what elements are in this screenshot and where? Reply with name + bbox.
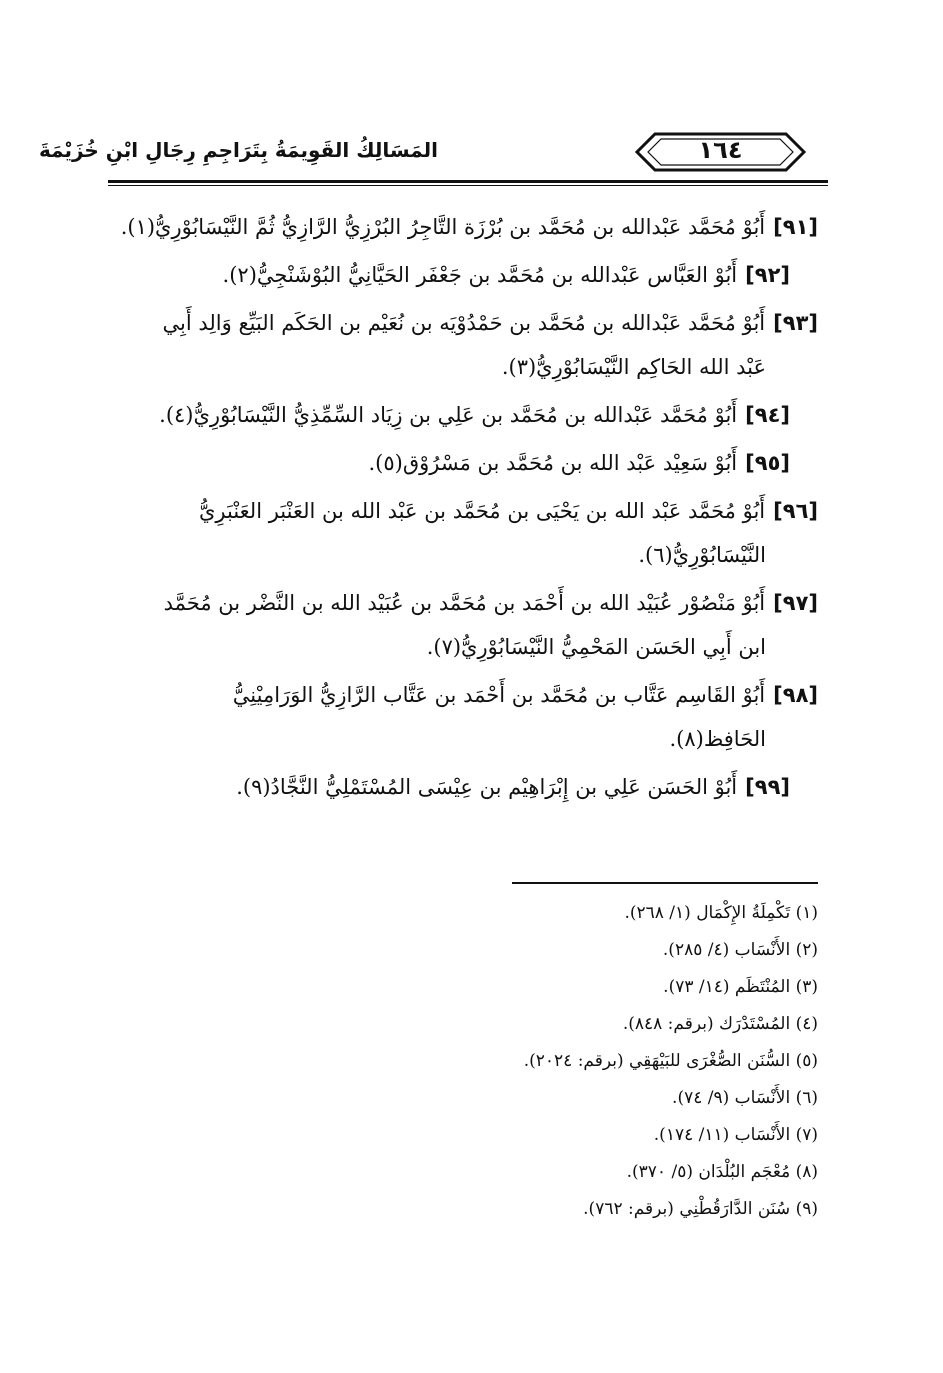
header-rule-thick [108, 180, 828, 183]
entry-99 [108, 765, 818, 809]
entry-number: [٩٥] [745, 451, 790, 475]
entry-93 [108, 301, 818, 389]
entry-number: [٩١] [773, 215, 818, 239]
page-number-badge [633, 130, 808, 174]
entry-text: أَبُوْ مُحَمَّد عَبْد الله بن يَحْيَى بن مُحَمَّد بن عَبْد الله بن العَنْبَر العَنْبَرِيُّ [198, 499, 766, 523]
footnote-5: (٥) السُّنَن الصُّغْرَى للبَيْهَقِي (برقم: ٢٠٢٤). [523, 1051, 818, 1071]
footnote-separator [512, 882, 818, 884]
entry-text: أَبُوْ مَنْصُوْر عُبَيْد الله بن أَحْمَد بن مُحَمَّد بن عُبَيْد الله بن النَّضْر بن مُحَمَّد [163, 591, 766, 615]
entry-text: أَبُوْ القَاسِم عَتَّاب بن مُحَمَّد بن أَحْمَد بن عَتَّاب الرَّازِيُّ الوَرَامِيْنِيُّ [232, 683, 766, 707]
footnote-9: (٩) سُنَن الدَّارَقُطْنِي (برقم: ٧٦٢). [583, 1199, 818, 1219]
entry-number: [٩٧] [773, 591, 818, 615]
entry-97 [108, 581, 818, 669]
entry-96 [108, 489, 818, 577]
entry-number: [٩٣] [773, 311, 818, 335]
entry-98 [108, 673, 818, 761]
entry-95 [108, 441, 818, 485]
entry-92 [108, 253, 818, 297]
running-title: المَسَالِكُ القَوِيمَةُ بِتَرَاجِمِ رِجَالِ ابْنِ خُزَيْمَةَ [38, 138, 438, 162]
footnote-6: (٦) الأَنْسَاب (٩/ ٧٤). [672, 1088, 818, 1108]
entries-list [108, 205, 818, 813]
footnote-4: (٤) المُسْتَدْرَك (برقم: ٨٤٨). [622, 1014, 818, 1034]
entry-number: [٩٩] [745, 775, 790, 799]
page-number: ١٦٤ [698, 136, 743, 164]
footnote-8: (٨) مُعْجَم البُلْدَان (٥/ ٣٧٠). [626, 1162, 818, 1182]
entry-continuation: عَبْد الله الحَاكِم النَّيْسَابُوْرِيُّ(٣). [501, 355, 766, 379]
footnote-2: (٢) الأَنْسَاب (٤/ ٢٨٥). [662, 940, 818, 960]
footnotes-list [218, 895, 818, 1228]
entry-text: أَبُوْ مُحَمَّد عَبْدالله بن مُحَمَّد بن بُرْزَة التَّاجِرُ البُرْزِيُّ الرَّازِيُّ ثُمَّ النَّيْسَابُوْرِيُّ(١). [120, 215, 766, 239]
entry-text: أَبُوْ الحَسَن عَلِي بن إِبْرَاهِيْم بن عِيْسَى المُسْتَمْلِيُّ النَّجَّادُ(٩). [236, 775, 738, 799]
entry-number: [٩٦] [773, 499, 818, 523]
entry-continuation: ابن أَبِي الحَسَن المَحْمِيُّ النَّيْسَابُوْرِيُّ(٧). [426, 635, 766, 659]
entry-text: أَبُوْ مُحَمَّد عَبْدالله بن مُحَمَّد بن حَمْدُوْيَه بن نُعَيْم بن الحَكَم البَيِّع وَالِد أَبِي [162, 311, 766, 335]
entry-text: أَبُوْ مُحَمَّد عَبْدالله بن مُحَمَّد بن عَلِي بن زِيَاد السِّمِّذِيُّ النَّيْسَابُوْرِيُّ(٤). [159, 403, 738, 427]
footnote-1: (١) تَكْمِلَةُ الإِكْمَال (١/ ٢٦٨). [624, 903, 818, 923]
entry-continuation: النَّيْسَابُوْرِيُّ(٦). [638, 543, 766, 567]
footnote-7: (٧) الأَنْسَاب (١١/ ١٧٤). [653, 1125, 818, 1145]
entry-number: [٩٨] [773, 683, 818, 707]
entry-94 [108, 393, 818, 437]
entry-text: أَبُوْ العَبَّاس عَبْدالله بن مُحَمَّد بن جَعْفَر الحَيَّانِيُّ البُوْشَنْجِيُّ(٢). [222, 263, 738, 287]
entry-continuation: الحَافِظ(٨). [669, 727, 766, 751]
entry-91 [108, 205, 818, 249]
entry-number: [٩٢] [745, 263, 790, 287]
page-header [38, 120, 828, 200]
footnote-3: (٣) المُنْتَظَم (١٤/ ٧٣). [663, 977, 818, 997]
entry-text: أَبُوْ سَعِيْد عَبْد الله بن مُحَمَّد بن مَسْرُوْق(٥). [368, 451, 738, 475]
header-rule-thin [108, 185, 828, 186]
entry-number: [٩٤] [745, 403, 790, 427]
